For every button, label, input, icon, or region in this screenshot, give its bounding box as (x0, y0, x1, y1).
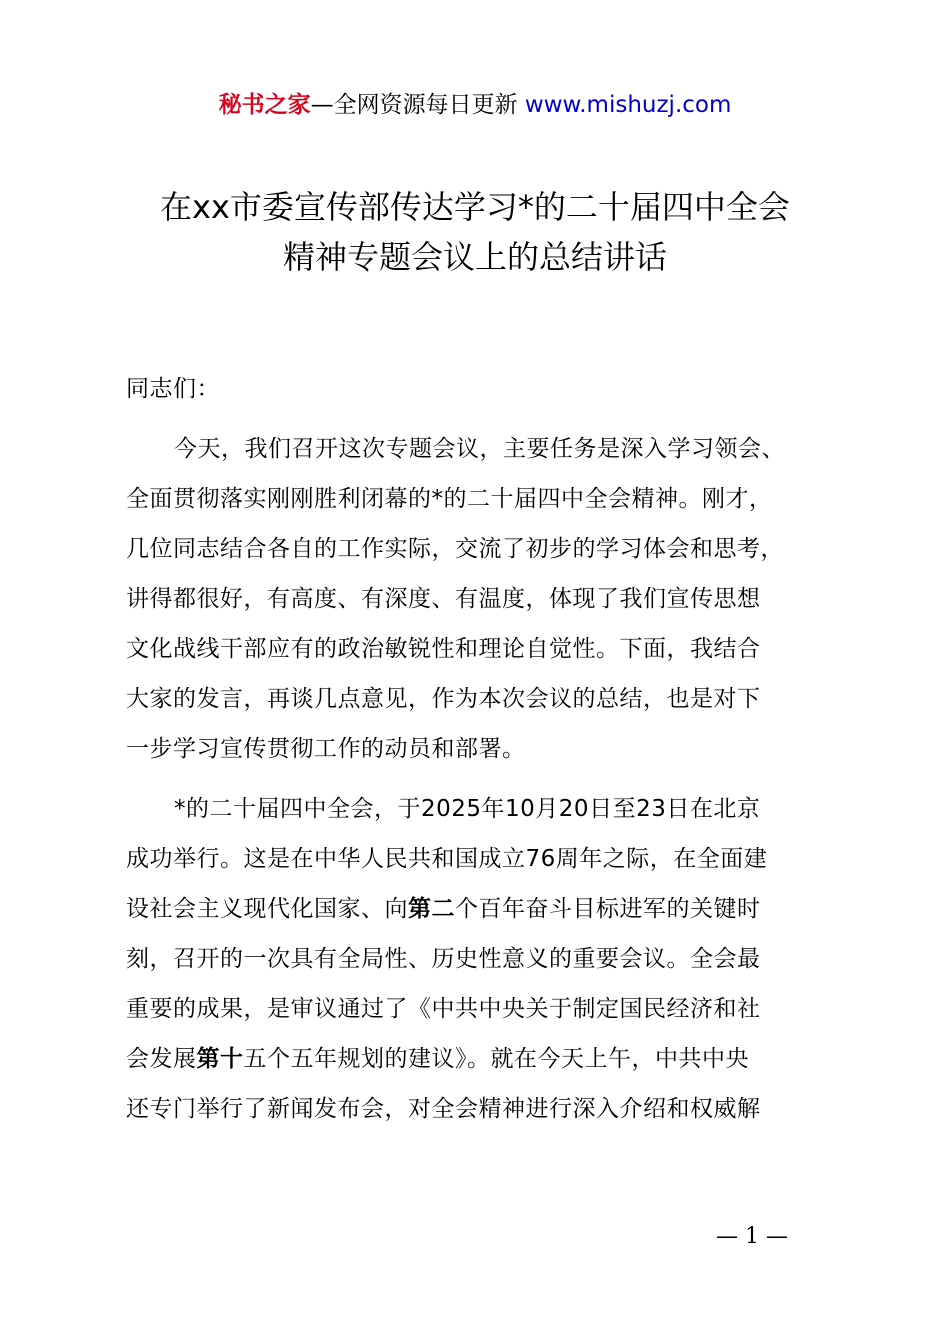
header-tagline: —全网资源每日更新 (310, 92, 525, 118)
text-line (126, 1034, 846, 1084)
text-line: 全面贯彻落实刚刚胜利闭幕的*的二十届四中全会精神。刚才， (126, 486, 773, 512)
bold-text: 第二 (408, 896, 455, 922)
paragraph-2 (126, 784, 846, 1134)
text-span: 设社会主义现代化国家、向 (126, 896, 408, 922)
document-title (0, 182, 950, 282)
text-line: 一步学习宣传贯彻工作的动员和部署。 (126, 736, 526, 762)
text-line: 大家的发言，再谈几点意见，作为本次会议的总结，也是对下 (126, 686, 761, 712)
text-span: 五个五年规划的建议》。就在今天上午，中共中央 (243, 1046, 749, 1072)
site-url-link[interactable]: www.mishuzj.com (524, 92, 732, 118)
page-number: — 1 — (716, 1224, 788, 1249)
text-span: 个百年奋斗目标进军的关键时 (455, 896, 761, 922)
document-body (126, 364, 846, 1134)
text-line: *的二十届四中全会，于2025年10月20日至23日在北京 (174, 796, 761, 822)
text-line: 重要的成果，是审议通过了《中共中央关于制定国民经济和社 (126, 996, 761, 1022)
text-line: 今天，我们召开这次专题会议，主要任务是深入学习领会、 (174, 436, 785, 462)
text-line: 几位同志结合各自的工作实际，交流了初步的学习体会和思考， (126, 536, 784, 562)
text-line (126, 884, 846, 934)
salutation: 同志们： (126, 376, 220, 402)
title-line-1: 在xx市委宣传部传达学习*的二十届四中全会 (160, 188, 790, 226)
text-line: 还专门举行了新闻发布会，对全会精神进行深入介绍和权威解 (126, 1096, 761, 1122)
text-line: 刻，召开的一次具有全局性、历史性意义的重要会议。全会最 (126, 946, 761, 972)
brand-name: 秘书之家 (218, 92, 311, 118)
text-span: 会发展 (126, 1046, 197, 1072)
text-line: 成功举行。这是在中华人民共和国成立76周年之际，在全面建 (126, 846, 768, 872)
text-line: 文化战线干部应有的政治敏锐性和理论自觉性。下面，我结合 (126, 636, 761, 662)
bold-text: 第十 (196, 1046, 244, 1072)
site-header (0, 88, 950, 122)
text-line: 讲得都很好，有高度、有深度、有温度，体现了我们宣传思想 (126, 586, 761, 612)
title-line-2: 精神专题会议上的总结讲话 (282, 238, 667, 276)
paragraph-1 (126, 424, 846, 774)
